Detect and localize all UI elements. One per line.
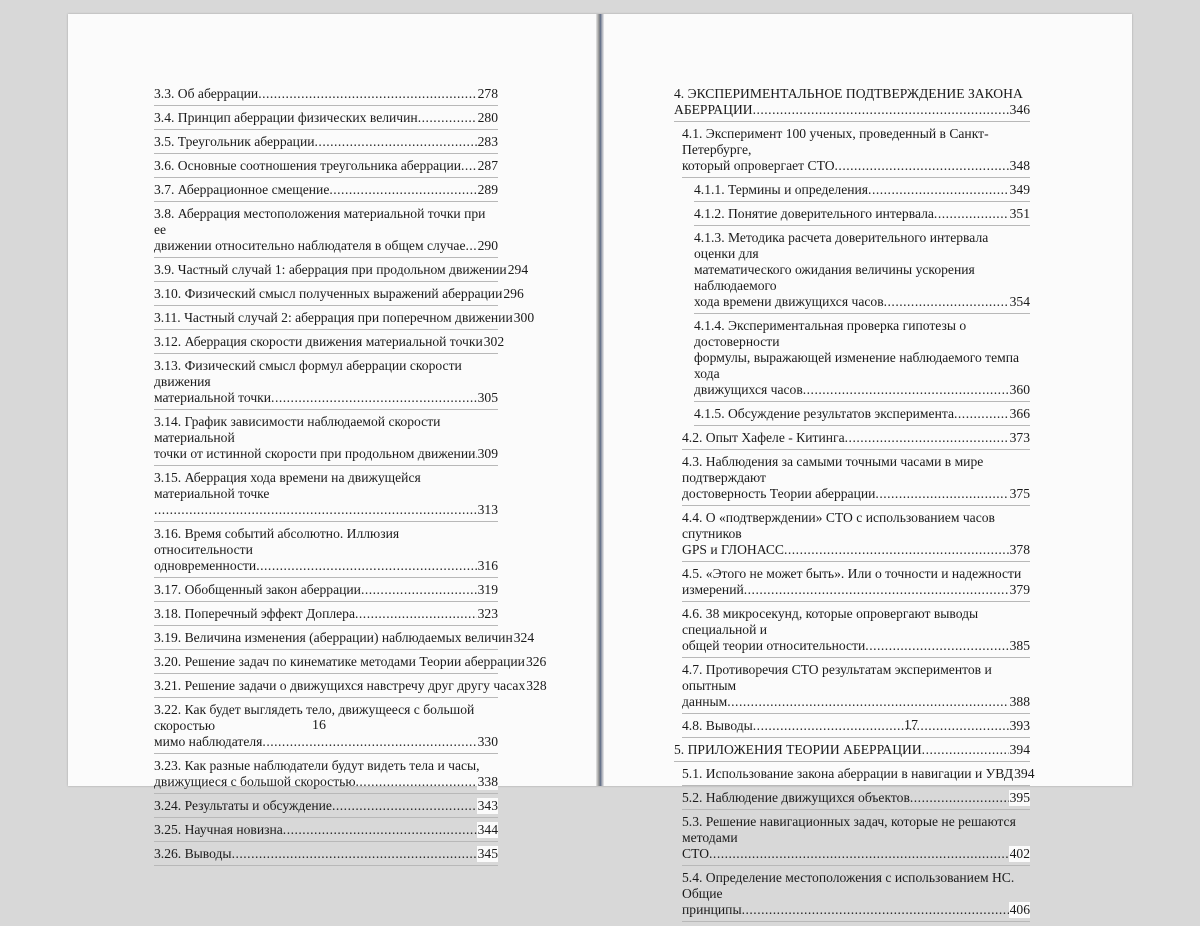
toc-page-number: 302 <box>483 334 505 349</box>
dot-leader <box>315 134 477 150</box>
toc-page-number: 346 <box>1009 102 1030 117</box>
toc-page-number: 313 <box>477 502 498 517</box>
toc-entry-text: 3.7. Аберрационное смещение <box>154 182 330 197</box>
toc-entry <box>674 230 1030 314</box>
toc-entry <box>674 318 1030 402</box>
dot-leader <box>753 718 1009 734</box>
toc-page-number: 316 <box>477 558 498 573</box>
dot-leader <box>271 390 477 406</box>
toc-entry-text: 3.23. Как разные наблюдатели будут видеть тела и часы, <box>154 758 480 773</box>
toc-entry-line <box>154 334 505 350</box>
toc-entry-text: 3.6. Основные соотношения треугольника аберрации <box>154 158 462 173</box>
dot-leader <box>154 502 477 518</box>
dot-leader <box>232 846 477 862</box>
toc-entry <box>146 182 498 202</box>
toc-entry-text: формулы, выражающей изменение наблюдаемого темпа хода <box>694 350 1020 381</box>
toc-entry-text: 4. ЭКСПЕРИМЕНТАЛЬНОЕ ПОДТВЕРЖДЕНИЕ ЗАКОНА <box>674 86 1023 101</box>
toc-page-number: 375 <box>1009 486 1030 501</box>
toc-entry <box>146 470 498 522</box>
toc-entry-text: АБЕРРАЦИИ <box>674 102 753 117</box>
toc-entry-line <box>682 694 1030 710</box>
toc-entry-text: движущихся часов <box>694 382 803 397</box>
toc-entry-text: который опровергает СТО <box>682 158 835 173</box>
toc-entry-text: 4.4. О «подтверждении» СТО с использованием часов спутников <box>682 510 995 541</box>
dot-leader <box>803 382 1009 398</box>
toc-entry <box>146 134 498 154</box>
toc-page-number: 280 <box>477 110 498 125</box>
toc-entry-line <box>154 846 498 862</box>
toc-entry-text: 4.8. Выводы <box>682 718 753 733</box>
toc-entry-text: 3.12. Аберрация скорости движения материальной точки <box>154 334 483 349</box>
toc-entry-line <box>154 678 547 694</box>
toc-entry-line <box>154 286 524 302</box>
toc-entry <box>146 654 547 674</box>
toc-entry-line <box>154 262 529 278</box>
toc-entry-line <box>682 790 1030 806</box>
toc-entry-text: 3.3. Об аберрации <box>154 86 259 101</box>
dot-leader <box>865 638 1008 654</box>
dot-leader <box>835 158 1009 174</box>
toc-entry-text: 4.6. 38 микросекунд, которые опровергают выводы специальной и <box>682 606 979 637</box>
toc-entry <box>146 846 498 866</box>
toc-entry <box>146 798 498 818</box>
toc-entry-text: 4.1.5. Обсуждение результатов эксперимента <box>694 406 954 421</box>
toc-entry <box>674 126 1030 178</box>
left-page <box>68 14 600 861</box>
toc-entry-line <box>154 606 498 622</box>
toc-entry <box>146 358 498 410</box>
toc-page-number: 348 <box>1009 158 1030 173</box>
toc-entry-text: движущиеся с большой скоростью <box>154 774 356 789</box>
toc-entry-text: 3.26. Выводы <box>154 846 232 861</box>
toc-page-number: 351 <box>1009 206 1030 221</box>
toc-entry <box>674 662 1030 714</box>
dot-leader <box>329 182 476 198</box>
toc-left <box>146 86 547 870</box>
toc-entry <box>674 766 1035 786</box>
toc-entry <box>674 182 1030 202</box>
toc-entry-line <box>154 182 498 198</box>
toc-entry <box>674 430 1030 450</box>
toc-entry <box>674 606 1030 658</box>
toc-entry-text: 3.20. Решение задач по кинематике методами Теории аберрации <box>154 654 525 669</box>
toc-entry <box>146 310 535 330</box>
toc-entry-line <box>694 382 1030 398</box>
toc-page-number: 294 <box>507 262 529 277</box>
toc-entry-text: 3.13. Физический смысл формул аберрации скорости движения <box>154 358 462 389</box>
toc-entry <box>674 86 1030 122</box>
toc-entry-text: 4.1.4. Экспериментальная проверка гипотезы о достоверности <box>694 318 967 349</box>
toc-entry-text: данным <box>682 694 728 709</box>
toc-page-number: 394 <box>1014 766 1035 781</box>
toc-right <box>674 86 1035 926</box>
toc-entry-line <box>154 822 498 838</box>
toc-page-number: 394 <box>1009 742 1030 757</box>
dot-leader <box>875 486 1008 502</box>
dot-leader <box>784 542 1009 558</box>
dot-leader <box>418 110 477 126</box>
toc-page-number: 290 <box>477 238 498 253</box>
dot-leader <box>709 846 1009 862</box>
toc-entry-line <box>154 310 535 326</box>
toc-page-number: 309 <box>477 446 498 461</box>
toc-entry <box>146 110 498 130</box>
toc-entry-text: 3.15. Аберрация хода времени на движущейся материальной точке <box>154 470 421 501</box>
toc-page-number: 328 <box>526 678 547 693</box>
toc-entry-text: 3.24. Результаты и обсуждение <box>154 798 332 813</box>
toc-entry-text: 4.2. Опыт Хафеле - Китинга <box>682 430 845 445</box>
toc-page-number: 349 <box>1009 182 1030 197</box>
toc-page-number: 324 <box>513 630 535 645</box>
dot-leader <box>753 102 1009 118</box>
toc-entry-line <box>682 158 1030 174</box>
dot-leader <box>727 694 1008 710</box>
toc-entry-text: мимо наблюдателя <box>154 734 263 749</box>
toc-entry-line <box>682 846 1030 862</box>
dot-leader <box>884 294 1009 310</box>
toc-page-number: 406 <box>1009 902 1030 917</box>
toc-entry-text: общей теории относительности <box>682 638 866 653</box>
toc-entry <box>146 606 498 626</box>
toc-entry <box>146 758 498 794</box>
toc-page-number: 345 <box>477 846 498 861</box>
toc-entry-text: достоверность Теории аберрации <box>682 486 876 501</box>
toc-page-number: 402 <box>1009 846 1030 861</box>
toc-entry-line <box>154 630 535 646</box>
toc-page-number: 366 <box>1009 406 1030 421</box>
toc-entry-text: 3.21. Решение задачи о движущихся навстречу друг другу часах <box>154 678 526 693</box>
toc-entry <box>674 742 1030 762</box>
toc-entry-text: материальной точки <box>154 390 272 405</box>
toc-page-number: 319 <box>477 582 498 597</box>
toc-entry-line <box>694 294 1030 310</box>
toc-entry-text: 4.1.2. Понятие доверительного интервала <box>694 206 934 221</box>
toc-entry-text: 5.4. Определение местоположения с использованием НС. Общие <box>682 870 1015 901</box>
toc-entry-text: 4.1. Эксперимент 100 ученых, проведенный в Санкт-Петербурге, <box>682 126 989 157</box>
toc-entry <box>146 334 505 354</box>
toc-entry-line <box>154 558 498 574</box>
toc-page-number: 330 <box>477 734 498 749</box>
toc-entry-line <box>682 582 1030 598</box>
toc-entry-line <box>154 86 498 102</box>
toc-page-number: 388 <box>1009 694 1030 709</box>
toc-entry-text: одновременности <box>154 558 257 573</box>
toc-entry-text: 3.5. Треугольник аберрации <box>154 134 315 149</box>
dot-leader <box>361 582 477 598</box>
toc-entry-text: 3.25. Научная новизна <box>154 822 283 837</box>
toc-page-number: 305 <box>477 390 498 405</box>
dot-leader <box>356 774 477 790</box>
page-number: 16 <box>312 718 326 733</box>
dot-leader <box>922 742 1009 758</box>
toc-entry-text: 3.4. Принцип аберрации физических величин <box>154 110 418 125</box>
toc-entry-line <box>154 390 498 406</box>
toc-entry-text: 4.3. Наблюдения за самыми точными часами в мире подтверждают <box>682 454 984 485</box>
toc-page-number: 296 <box>503 286 524 301</box>
toc-entry-line <box>154 582 498 598</box>
toc-page-number: 323 <box>477 606 498 621</box>
toc-page-number: 385 <box>1009 638 1030 653</box>
toc-page-number: 326 <box>525 654 547 669</box>
dot-leader <box>262 734 476 750</box>
toc-entry-line <box>154 158 498 174</box>
toc-entry-text: точки от истинной скорости при продольном движении <box>154 446 476 461</box>
toc-entry <box>146 158 498 178</box>
toc-entry-text: 3.18. Поперечный эффект Доплера <box>154 606 355 621</box>
toc-entry-line <box>154 134 498 150</box>
toc-page-number: 393 <box>1009 718 1030 733</box>
toc-entry-text: GPS и ГЛОНАСС <box>682 542 784 557</box>
toc-entry-line <box>674 742 1030 758</box>
toc-page-number: 378 <box>1009 542 1030 557</box>
toc-entry-line <box>154 798 498 814</box>
toc-entry-text: 3.10. Физический смысл полученных выражений аберрации <box>154 286 503 301</box>
dot-leader <box>954 406 1009 422</box>
right-page <box>600 14 1132 917</box>
book-spread <box>68 14 1132 917</box>
toc-entry <box>146 262 529 282</box>
toc-page-number: 343 <box>477 798 498 813</box>
dot-leader <box>258 86 476 102</box>
dot-leader <box>256 558 476 574</box>
dot-leader <box>355 606 477 622</box>
toc-page-number: 379 <box>1009 582 1030 597</box>
dot-leader <box>283 822 477 838</box>
toc-entry <box>674 406 1030 426</box>
dot-leader <box>910 790 1009 806</box>
toc-entry <box>146 822 498 842</box>
toc-entry-line <box>154 654 547 670</box>
toc-entry-line <box>682 542 1030 558</box>
toc-page-number: 354 <box>1009 294 1030 309</box>
toc-entry-line <box>694 406 1030 422</box>
toc-entry-line <box>674 102 1030 118</box>
toc-entry-text: 5.1. Использование закона аберрации в навигации и УВД <box>682 766 1014 781</box>
dot-leader <box>934 206 1009 222</box>
toc-entry-text: 5.3. Решение навигационных задач, которые не решаются методами <box>682 814 1016 845</box>
toc-page-number: 300 <box>513 310 535 325</box>
toc-entry-text: хода времени движущихся часов <box>694 294 884 309</box>
toc-entry-text: 3.11. Частный случай 2: аберрация при поперечном движении <box>154 310 513 325</box>
toc-entry <box>146 678 547 698</box>
toc-entry <box>146 206 498 258</box>
toc-entry <box>146 86 498 106</box>
toc-entry-line <box>154 774 498 790</box>
toc-entry-line <box>154 238 498 254</box>
toc-entry <box>674 718 1030 738</box>
toc-entry-text: принципы <box>682 902 742 917</box>
toc-page-number: 283 <box>477 134 498 149</box>
dot-leader <box>744 582 1009 598</box>
toc-entry-line <box>154 502 498 518</box>
toc-entry-text: 3.17. Обобщенный закон аберрации <box>154 582 361 597</box>
dot-leader <box>868 182 1009 198</box>
toc-page-number: 344 <box>477 822 498 837</box>
toc-entry-line <box>682 638 1030 654</box>
toc-entry-text: 4.7. Противоречия СТО результатам экспериментов и опытным <box>682 662 992 693</box>
toc-entry-text: математического ожидания величины ускорения наблюдаемого <box>694 262 975 293</box>
toc-page-number: 287 <box>477 158 498 173</box>
toc-entry <box>146 526 498 578</box>
toc-page-number: 278 <box>477 86 498 101</box>
dot-leader <box>845 430 1009 446</box>
toc-entry-text: 3.19. Величина изменения (аберрации) наблюдаемых величин <box>154 630 513 645</box>
toc-entry-text: измерений <box>682 582 744 597</box>
toc-entry <box>674 566 1030 602</box>
toc-entry-text: 3.22. Как будет выглядеть тело, движущееся с большой скоростью <box>154 702 475 733</box>
toc-entry-line <box>694 206 1030 222</box>
toc-entry-text: 5. ПРИЛОЖЕНИЯ ТЕОРИИ АБЕРРАЦИИ <box>674 742 922 757</box>
toc-page-number: 395 <box>1009 790 1030 805</box>
toc-entry <box>146 582 498 602</box>
toc-entry-line <box>694 182 1030 198</box>
toc-entry-text: 3.14. График зависимости наблюдаемой скорости материальной <box>154 414 441 445</box>
toc-entry <box>674 510 1030 562</box>
toc-entry-line <box>154 734 498 750</box>
toc-entry-line <box>682 766 1035 782</box>
toc-entry-line <box>154 446 498 462</box>
toc-page-number: 338 <box>477 774 498 789</box>
dot-leader <box>742 902 1009 918</box>
toc-entry-text: 4.5. «Этого не может быть». Или о точности и надежности <box>682 566 1022 581</box>
toc-entry-line <box>682 902 1030 918</box>
toc-entry-line <box>154 110 498 126</box>
toc-entry <box>146 630 535 650</box>
toc-entry-text: 5.2. Наблюдение движущихся объектов <box>682 790 910 805</box>
toc-entry <box>674 206 1030 226</box>
toc-entry <box>674 454 1030 506</box>
dot-leader <box>461 158 477 174</box>
page-number: 17 <box>904 718 918 733</box>
toc-entry-text: движении относительно наблюдателя в общем случае <box>154 238 466 253</box>
toc-entry-text: 3.16. Время событий абсолютно. Иллюзия относительности <box>154 526 400 557</box>
dot-leader <box>465 238 476 254</box>
toc-entry <box>146 414 498 466</box>
toc-entry <box>146 286 524 306</box>
toc-entry-text: 3.9. Частный случай 1: аберрация при продольном движении <box>154 262 507 277</box>
toc-entry-text: СТО <box>682 846 710 861</box>
toc-page-number: 360 <box>1009 382 1030 397</box>
toc-page-number: 373 <box>1009 430 1030 445</box>
toc-entry-text: 3.8. Аберрация местоположения материальной точки при ее <box>154 206 486 237</box>
toc-entry <box>674 814 1030 866</box>
toc-entry <box>674 790 1030 810</box>
toc-entry-line <box>682 430 1030 446</box>
toc-page-number: 289 <box>477 182 498 197</box>
toc-entry <box>674 870 1030 922</box>
toc-entry-text: 4.1.3. Методика расчета доверительного интервала оценки для <box>694 230 989 261</box>
dot-leader <box>332 798 477 814</box>
toc-entry-line <box>682 486 1030 502</box>
toc-entry-text: 4.1.1. Термины и определения <box>694 182 869 197</box>
toc-entry-line <box>682 718 1030 734</box>
